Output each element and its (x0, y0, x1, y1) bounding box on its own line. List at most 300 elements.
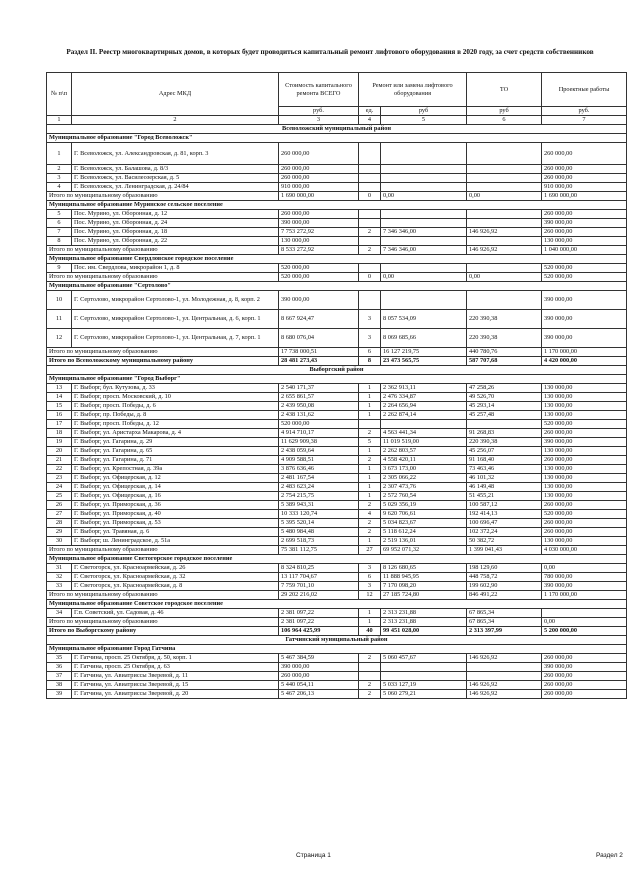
cell-to: 1 399 041,43 (467, 546, 542, 555)
cell-proj: 260 000,00 (542, 429, 627, 438)
cell-total: 7 753 272,92 (279, 228, 359, 237)
cell-proj: 260 000,00 (542, 143, 627, 165)
cell-to: 146 926,92 (467, 654, 542, 663)
cell-lift: 2 476 334,87 (381, 393, 467, 402)
cell-total: 13 117 704,67 (279, 573, 359, 582)
table-row (47, 438, 627, 447)
cell-total: 910 000,00 (279, 183, 359, 192)
cell-lift: 2 313 231,88 (381, 618, 467, 627)
cell-to: 587 707,68 (467, 357, 542, 366)
cell-total: 2 655 861,57 (279, 393, 359, 402)
cell-address: Г. Выборг, пр. Победы, д. 8 (72, 411, 279, 420)
cell-proj: 1 170 000,00 (542, 348, 627, 357)
district-total-row (47, 627, 627, 636)
cell-proj: 520 000,00 (542, 273, 627, 282)
subtotal-row (47, 192, 627, 201)
table-row (47, 237, 627, 246)
table-row (47, 174, 627, 183)
cell-to: 0,00 (467, 273, 542, 282)
municipality-title: Муниципальное образование "Город Выборг" (47, 375, 627, 384)
cell-num: 7 (47, 228, 72, 237)
cell-count: 1 (359, 402, 381, 411)
cell-address: Пос. Мурино, ул. Оборонная, д. 22 (72, 237, 279, 246)
column-numbers-row (47, 116, 627, 125)
cell-address: Г. Сертолово, микрорайон Сертолово-1, ул. Молодежная, д. 8, корп. 2 (72, 291, 279, 310)
cell-count: 2 (359, 681, 381, 690)
cell-proj: 130 000,00 (542, 492, 627, 501)
cell-to: 146 926,92 (467, 228, 542, 237)
cell-count: 27 (359, 546, 381, 555)
cell-to: 448 758,72 (467, 573, 542, 582)
cell-total: 2 481 167,54 (279, 474, 359, 483)
table-row (47, 573, 627, 582)
subtotal-row (47, 618, 627, 627)
cell-address: Г. Выборг, ул. Крепостная, д. 39а (72, 465, 279, 474)
cell-count: 3 (359, 564, 381, 573)
cell-address: Г. Выборг, ул. Приморская, д. 53 (72, 519, 279, 528)
header-total: Стоимость капитального ремонта ВСЕГО (279, 73, 359, 107)
cell-count: 3 (359, 310, 381, 329)
total-label: Итого по муниципальному образованию (47, 591, 279, 600)
cell-proj: 260 000,00 (542, 672, 627, 681)
cell-proj: 130 000,00 (542, 402, 627, 411)
cell-total: 11 629 909,38 (279, 438, 359, 447)
cell-to: 146 926,92 (467, 246, 542, 255)
cell-proj: 260 000,00 (542, 681, 627, 690)
column-number: 2 (72, 116, 279, 125)
cell-address: Г. Гатчина, ул. Авиатриссы Зверевой, д. 20 (72, 690, 279, 699)
cell-lift: 7 170 098,20 (381, 582, 467, 591)
cell-to (467, 264, 542, 273)
cell-to: 46 101,32 (467, 474, 542, 483)
cell-proj: 260 000,00 (542, 501, 627, 510)
cell-lift: 2 264 656,94 (381, 402, 467, 411)
cell-count (359, 183, 381, 192)
cell-lift: 11 019 519,00 (381, 438, 467, 447)
cell-num: 38 (47, 681, 72, 690)
cell-to: 50 382,72 (467, 537, 542, 546)
cell-count: 40 (359, 627, 381, 636)
subtotal-row (47, 246, 627, 255)
cell-count: 1 (359, 537, 381, 546)
cell-count: 1 (359, 465, 381, 474)
cell-total: 390 000,00 (279, 663, 359, 672)
table-row (47, 447, 627, 456)
cell-proj: 390 000,00 (542, 310, 627, 329)
cell-count: 3 (359, 329, 381, 348)
cell-count (359, 672, 381, 681)
cell-to (467, 663, 542, 672)
cell-address: Г. Выборг, ул. Приморская, д. 40 (72, 510, 279, 519)
cell-count: 1 (359, 483, 381, 492)
header-num: № п\п (47, 73, 72, 116)
cell-address: Г. Гатчина, ул. Авиатриссы Зверевой, д. 15 (72, 681, 279, 690)
cell-num: 5 (47, 210, 72, 219)
cell-proj: 520 000,00 (542, 264, 627, 273)
cell-count (359, 237, 381, 246)
cell-num: 19 (47, 438, 72, 447)
cell-num: 14 (47, 393, 72, 402)
section-header-row (47, 366, 627, 375)
cell-to: 146 926,92 (467, 681, 542, 690)
municipality-header-row (47, 282, 627, 291)
cell-num: 22 (47, 465, 72, 474)
cell-lift: 2 362 913,11 (381, 384, 467, 393)
cell-lift: 5 060 279,21 (381, 690, 467, 699)
cell-to (467, 237, 542, 246)
page-title: Раздел II. Реестр многоквартирных домов, в которых будет проводиться капитальный ремонт лифтового оборудования в 2020 году, за счет средств собственников (66, 48, 594, 56)
section-header-row (47, 125, 627, 134)
cell-to: 73 463,46 (467, 465, 542, 474)
cell-address: Г. Выборг, просп. Московский, д. 10 (72, 393, 279, 402)
cell-lift: 11 888 945,95 (381, 573, 467, 582)
cell-lift (381, 663, 467, 672)
cell-lift: 9 620 706,61 (381, 510, 467, 519)
cell-proj: 390 000,00 (542, 663, 627, 672)
cell-lift: 16 127 219,75 (381, 348, 467, 357)
cell-num: 17 (47, 420, 72, 429)
registry-table (46, 72, 627, 699)
cell-proj: 4 030 000,00 (542, 546, 627, 555)
table-row (47, 483, 627, 492)
cell-proj: 260 000,00 (542, 654, 627, 663)
cell-address: Г. Выборг, ул. Офицерская, д. 16 (72, 492, 279, 501)
cell-to (467, 420, 542, 429)
cell-proj: 130 000,00 (542, 384, 627, 393)
cell-lift: 0,00 (381, 192, 467, 201)
cell-lift (381, 219, 467, 228)
cell-count: 2 (359, 501, 381, 510)
cell-to: 91 168,40 (467, 456, 542, 465)
cell-num: 11 (47, 310, 72, 329)
cell-to: 220 390,38 (467, 310, 542, 329)
cell-count: 4 (359, 510, 381, 519)
cell-num: 26 (47, 501, 72, 510)
cell-num: 9 (47, 264, 72, 273)
cell-address: Г. Всеволожск, ул. Александровская, д. 81, корп. 3 (72, 143, 279, 165)
cell-proj: 1 040 000,00 (542, 246, 627, 255)
municipality-header-row (47, 255, 627, 264)
cell-count: 1 (359, 384, 381, 393)
cell-count (359, 663, 381, 672)
table-row (47, 329, 627, 348)
cell-to: 102 372,24 (467, 528, 542, 537)
table-body (47, 125, 627, 699)
cell-to: 67 865,34 (467, 618, 542, 627)
cell-address: Г. Выборг, бул. Кутузова, д. 33 (72, 384, 279, 393)
unit-to: руб (467, 107, 542, 116)
cell-address: Г. Выборг, ул. Аристарха Макарова, д. 4 (72, 429, 279, 438)
cell-proj: 130 000,00 (542, 474, 627, 483)
cell-to (467, 174, 542, 183)
page-number: Страница 1 (296, 852, 331, 859)
cell-to: 846 491,22 (467, 591, 542, 600)
cell-num: 28 (47, 519, 72, 528)
table-row (47, 510, 627, 519)
header-address: Адрес МКД (72, 73, 279, 116)
cell-count: 3 (359, 582, 381, 591)
cell-total: 2 381 097,22 (279, 609, 359, 618)
unit-total: руб. (279, 107, 359, 116)
cell-to: 51 455,21 (467, 492, 542, 501)
cell-address: Г. Выборг, ул. Травяная, д. 6 (72, 528, 279, 537)
cell-lift: 27 185 724,80 (381, 591, 467, 600)
cell-total: 4 909 588,51 (279, 456, 359, 465)
table-row (47, 690, 627, 699)
cell-to: 45 256,07 (467, 447, 542, 456)
cell-total: 260 000,00 (279, 165, 359, 174)
cell-to: 45 257,48 (467, 411, 542, 420)
cell-num: 34 (47, 609, 72, 618)
cell-total: 4 914 710,17 (279, 429, 359, 438)
table-row (47, 393, 627, 402)
cell-proj: 130 000,00 (542, 237, 627, 246)
column-number: 3 (279, 116, 359, 125)
cell-to (467, 183, 542, 192)
municipality-header-row (47, 645, 627, 654)
cell-num: 24 (47, 483, 72, 492)
cell-to: 46 149,48 (467, 483, 542, 492)
cell-total: 2 439 950,08 (279, 402, 359, 411)
cell-proj: 0,00 (542, 564, 627, 573)
cell-address: Г. Сертолово, микрорайон Сертолово-1, ул. Центральная, д. 7, корп. 1 (72, 329, 279, 348)
cell-address: Г. Сертолово, микрорайон Сертолово-1, ул. Центральная, д. 6, корп. 1 (72, 310, 279, 329)
cell-total: 1 690 000,00 (279, 192, 359, 201)
table-row (47, 456, 627, 465)
cell-total: 8 667 924,47 (279, 310, 359, 329)
total-label: Итого по Выборгскому району (47, 627, 279, 636)
subtotal-row (47, 546, 627, 555)
column-number: 6 (467, 116, 542, 125)
cell-count: 1 (359, 618, 381, 627)
section-header-row (47, 636, 627, 645)
cell-proj: 5 200 000,00 (542, 627, 627, 636)
cell-count: 1 (359, 447, 381, 456)
cell-lift: 2 262 803,57 (381, 447, 467, 456)
cell-lift (381, 672, 467, 681)
cell-count: 1 (359, 492, 381, 501)
cell-lift (381, 165, 467, 174)
cell-proj: 260 000,00 (542, 528, 627, 537)
cell-to: 440 780,76 (467, 348, 542, 357)
cell-total: 8 680 076,04 (279, 329, 359, 348)
cell-lift: 2 262 874,14 (381, 411, 467, 420)
cell-to (467, 672, 542, 681)
cell-address: Г. Светогорск, ул. Красноармейская, д. 32 (72, 573, 279, 582)
cell-lift: 5 060 457,67 (381, 654, 467, 663)
column-number: 7 (542, 116, 627, 125)
municipality-title: Муниципальное образование Город Гатчина (47, 645, 627, 654)
total-label: Итого по муниципальному образованию (47, 546, 279, 555)
subtotal-row (47, 273, 627, 282)
cell-to (467, 143, 542, 165)
cell-address: Г. Выборг, ул. Офицерская, д. 12 (72, 474, 279, 483)
cell-lift: 69 952 071,32 (381, 546, 467, 555)
municipality-title: Муниципальное образование Советское городское поселение (47, 600, 627, 609)
cell-proj: 260 000,00 (542, 165, 627, 174)
cell-total: 2 483 623,24 (279, 483, 359, 492)
cell-address: Г. Гатчина, ул. Авиатриссы Зверевой, д. 11 (72, 672, 279, 681)
cell-total: 520 000,00 (279, 264, 359, 273)
cell-num: 23 (47, 474, 72, 483)
cell-count: 0 (359, 192, 381, 201)
cell-count: 2 (359, 654, 381, 663)
cell-lift (381, 210, 467, 219)
cell-proj: 130 000,00 (542, 411, 627, 420)
total-label: Итого по муниципальному образованию (47, 618, 279, 627)
cell-num: 25 (47, 492, 72, 501)
cell-count (359, 165, 381, 174)
cell-total: 5 467 384,59 (279, 654, 359, 663)
cell-num: 30 (47, 537, 72, 546)
cell-to (467, 219, 542, 228)
table-row (47, 411, 627, 420)
cell-lift: 5 029 356,19 (381, 501, 467, 510)
unit-proj: руб. (542, 107, 627, 116)
municipality-header-row (47, 201, 627, 210)
cell-total: 5 480 984,48 (279, 528, 359, 537)
cell-to: 49 526,70 (467, 393, 542, 402)
cell-lift (381, 237, 467, 246)
cell-to: 0,00 (467, 192, 542, 201)
cell-address: Г. Всеволожск, ул. Ленинградская, д. 24/84 (72, 183, 279, 192)
cell-lift: 2 307 473,76 (381, 483, 467, 492)
cell-address: Пос. Мурино, ул. Оборонная, д. 12 (72, 210, 279, 219)
cell-address: Г. Светогорск, ул. Красноармейская, д. 26 (72, 564, 279, 573)
cell-proj: 520 000,00 (542, 420, 627, 429)
cell-to (467, 210, 542, 219)
cell-address: Г. Выборг, ул. Гагарина, д. 29 (72, 438, 279, 447)
municipality-title: Муниципальное образование "Город Всеволожск" (47, 134, 627, 143)
cell-lift: 0,00 (381, 273, 467, 282)
cell-count: 2 (359, 528, 381, 537)
cell-total: 5 467 206,13 (279, 690, 359, 699)
cell-lift (381, 183, 467, 192)
cell-total: 8 324 810,25 (279, 564, 359, 573)
cell-lift (381, 264, 467, 273)
cell-lift: 5 034 823,67 (381, 519, 467, 528)
cell-to: 220 390,38 (467, 329, 542, 348)
table-row (47, 519, 627, 528)
cell-proj: 1 170 000,00 (542, 591, 627, 600)
municipality-title: Муниципальное образование Светогорское городское поселение (47, 555, 627, 564)
cell-lift: 23 473 565,75 (381, 357, 467, 366)
cell-total: 390 000,00 (279, 291, 359, 310)
cell-proj: 130 000,00 (542, 483, 627, 492)
cell-to: 91 268,83 (467, 429, 542, 438)
cell-total: 390 000,00 (279, 219, 359, 228)
cell-lift: 4 563 441,34 (381, 429, 467, 438)
cell-proj (542, 609, 627, 618)
cell-total: 2 699 518,73 (279, 537, 359, 546)
cell-num: 29 (47, 528, 72, 537)
cell-proj: 0,00 (542, 618, 627, 627)
table-row (47, 228, 627, 237)
cell-num: 35 (47, 654, 72, 663)
cell-count (359, 210, 381, 219)
cell-num: 27 (47, 510, 72, 519)
cell-num: 21 (47, 456, 72, 465)
cell-address: Г. Выборг, ул. Гагарина, д. 65 (72, 447, 279, 456)
cell-proj: 130 000,00 (542, 393, 627, 402)
unit-lift: руб (381, 107, 467, 116)
cell-lift: 2 519 136,01 (381, 537, 467, 546)
section-label: Раздел 2 (596, 852, 623, 859)
table-row (47, 165, 627, 174)
municipality-title: Муниципальное образование Свердловское городское поселение (47, 255, 627, 264)
table-row (47, 143, 627, 165)
cell-lift: 3 673 173,00 (381, 465, 467, 474)
cell-total: 7 759 701,10 (279, 582, 359, 591)
cell-to: 220 390,38 (467, 438, 542, 447)
cell-count: 1 (359, 474, 381, 483)
cell-proj: 260 000,00 (542, 690, 627, 699)
cell-total: 2 438 059,64 (279, 447, 359, 456)
cell-count: 2 (359, 246, 381, 255)
column-number: 1 (47, 116, 72, 125)
cell-proj: 260 000,00 (542, 228, 627, 237)
total-label: Итого по муниципальному образованию (47, 246, 279, 255)
header-lift: Ремонт или замена лифтового оборудования (359, 73, 467, 107)
column-number: 4 (359, 116, 381, 125)
cell-count (359, 264, 381, 273)
cell-to: 146 926,92 (467, 690, 542, 699)
header-to: ТО (467, 73, 542, 107)
cell-total: 5 389 943,31 (279, 501, 359, 510)
cell-address: Г.п. Советский, ул. Садовая, д. 46 (72, 609, 279, 618)
cell-count (359, 174, 381, 183)
total-label: Итого по Всеволожскому муниципальному району (47, 357, 279, 366)
table-row (47, 501, 627, 510)
cell-proj: 520 000,00 (542, 510, 627, 519)
cell-lift: 99 451 028,00 (381, 627, 467, 636)
cell-count: 6 (359, 348, 381, 357)
cell-count: 1 (359, 609, 381, 618)
total-label: Итого по муниципальному образованию (47, 273, 279, 282)
cell-count: 5 (359, 438, 381, 447)
cell-num: 18 (47, 429, 72, 438)
table-row (47, 474, 627, 483)
cell-total: 28 481 273,43 (279, 357, 359, 366)
cell-address: Г. Всеволожск, ул. Балашова, д. 8/3 (72, 165, 279, 174)
cell-count (359, 143, 381, 165)
table-row (47, 528, 627, 537)
cell-num: 3 (47, 174, 72, 183)
cell-proj: 130 000,00 (542, 465, 627, 474)
table-row (47, 672, 627, 681)
cell-address: Пос. Мурино, ул. Оборонная, д. 24 (72, 219, 279, 228)
cell-lift: 7 346 346,00 (381, 228, 467, 237)
cell-count: 12 (359, 591, 381, 600)
cell-count: 2 (359, 429, 381, 438)
cell-total: 130 000,00 (279, 237, 359, 246)
cell-lift (381, 420, 467, 429)
table-row (47, 291, 627, 310)
table-row (47, 183, 627, 192)
table-row (47, 429, 627, 438)
cell-address: Г. Выборг, ул. Приморская, д. 36 (72, 501, 279, 510)
cell-to: 198 129,60 (467, 564, 542, 573)
cell-num: 15 (47, 402, 72, 411)
cell-address: Г. Гатчина, просп. 25 Октября, д. 63 (72, 663, 279, 672)
section-title: Выборгский район (47, 366, 627, 375)
cell-num: 12 (47, 329, 72, 348)
cell-address: Г. Выборг, просп. Победы, д. 6 (72, 402, 279, 411)
cell-proj: 910 000,00 (542, 183, 627, 192)
table-row (47, 264, 627, 273)
table-row (47, 582, 627, 591)
table-row (47, 310, 627, 329)
